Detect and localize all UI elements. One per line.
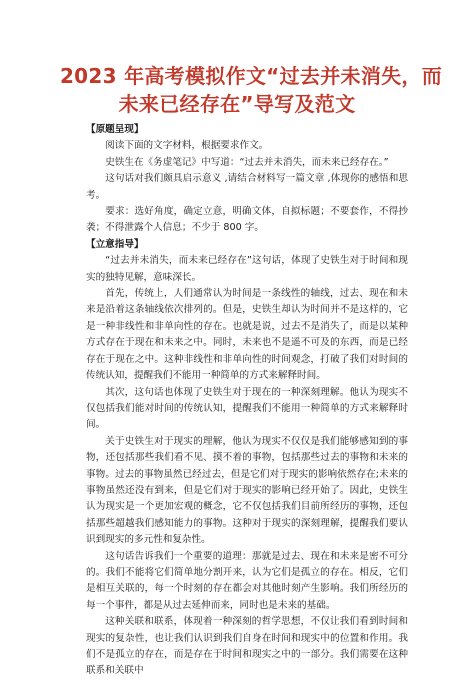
paragraph: 这句话告诉我们一个重要的道理：那就是过去、现在和未来是密不可分的。我们不能将它们简单地分割开来，认为它们是孤立的存在。相反，它们是相互关联的，每一个时刻的存在都会对其他时刻产生影响。我们所经历的每一个事件，都是从过去延伸而来，同时也是未来的基础。 — [86, 550, 408, 611]
section-heading-prompt: 【原题呈现】 — [86, 124, 144, 135]
paragraph: 关于史铁生对于现实的理解，他认为现实不仅仅是我们能够感知到的事物，还包括那些我们看不见、摸不着的事物，包括那些过去的事物和未来的事物。过去的事物虽然已经过去，但是它们对于现实的影响依然存在;未来的事物虽然还没有到来，但是它们对于现实的影响已经开始了。因此，史铁生认为现实是一个更加宏观的概念，它不仅包括我们目前所经历的事物，还包括那些超越我们感知能力的事物。这种对于现实的深刻理解，提醒我们要认识到现实的多元性和复杂性。 — [86, 435, 408, 546]
paragraph: 其次，这句话也体现了史铁生对于现在的一种深刻理解。他认为现实不仅包括我们能对时间的传统认知，提醒我们不能用一种简单的方式来解释时间。 — [86, 386, 408, 431]
title-line-1: 2023 年高考模拟作文“过去并未消失，而 — [59, 64, 443, 88]
document-body — [86, 122, 408, 680]
paragraph: “过去并未消失，而未来已经存在”这句话，体现了史铁生对于时间和现实的独特见解，意味深长。 — [86, 255, 408, 283]
title-line-2: 未来已经存在”导写及范文 — [118, 92, 356, 116]
section-heading-guidance: 【立意指导】 — [86, 238, 144, 250]
paragraph: 这种关联和联系，体现着一种深刻的哲学思想，不仅让我们看到时间和现实的复杂性，也让我们认识到我们自身在时间和现实中的位置和作用。我们不是孤立的存在，而是存在于时间和现实之中的一部分。我们需要在这种联系和关联中 — [86, 616, 408, 677]
paragraph: 史铁生在《务虚笔记》中写道：“过去并未消失，而未来已经存在。” — [105, 156, 389, 168]
paragraph: 这句话对我们颇具启示意义 ,请结合材料写一篇文章 ,体现你的感悟和思考。 — [86, 173, 408, 201]
paragraph: 要求：选好角度，确定立意，明确文体，自拟标题；不要套作，不得抄袭；不得泄露个人信息；不少于 800 字。 — [86, 206, 408, 234]
paragraph: 阅读下面的文字材料，根据要求作文。 — [105, 140, 269, 152]
document-title — [0, 62, 474, 118]
paragraph: 首先，传统上，人们通常认为时间是一条线性的轴线，过去、现在和未来是沿着这条轴线依次排列的。但是，史铁生却认为时间并不是这样的，它是一种非线性和非单向性的存在。也就是说，过去不是消失了，而是以某种方式存在于现在和未来之中。同时，未来也不是遥不可及的东西，而是已经存在于现在之中。这种非线性和非单向性的时间观念，打破了我们对时间的传统认知，提醒我们不能用一种简单的方式来解释时间。 — [86, 288, 408, 382]
